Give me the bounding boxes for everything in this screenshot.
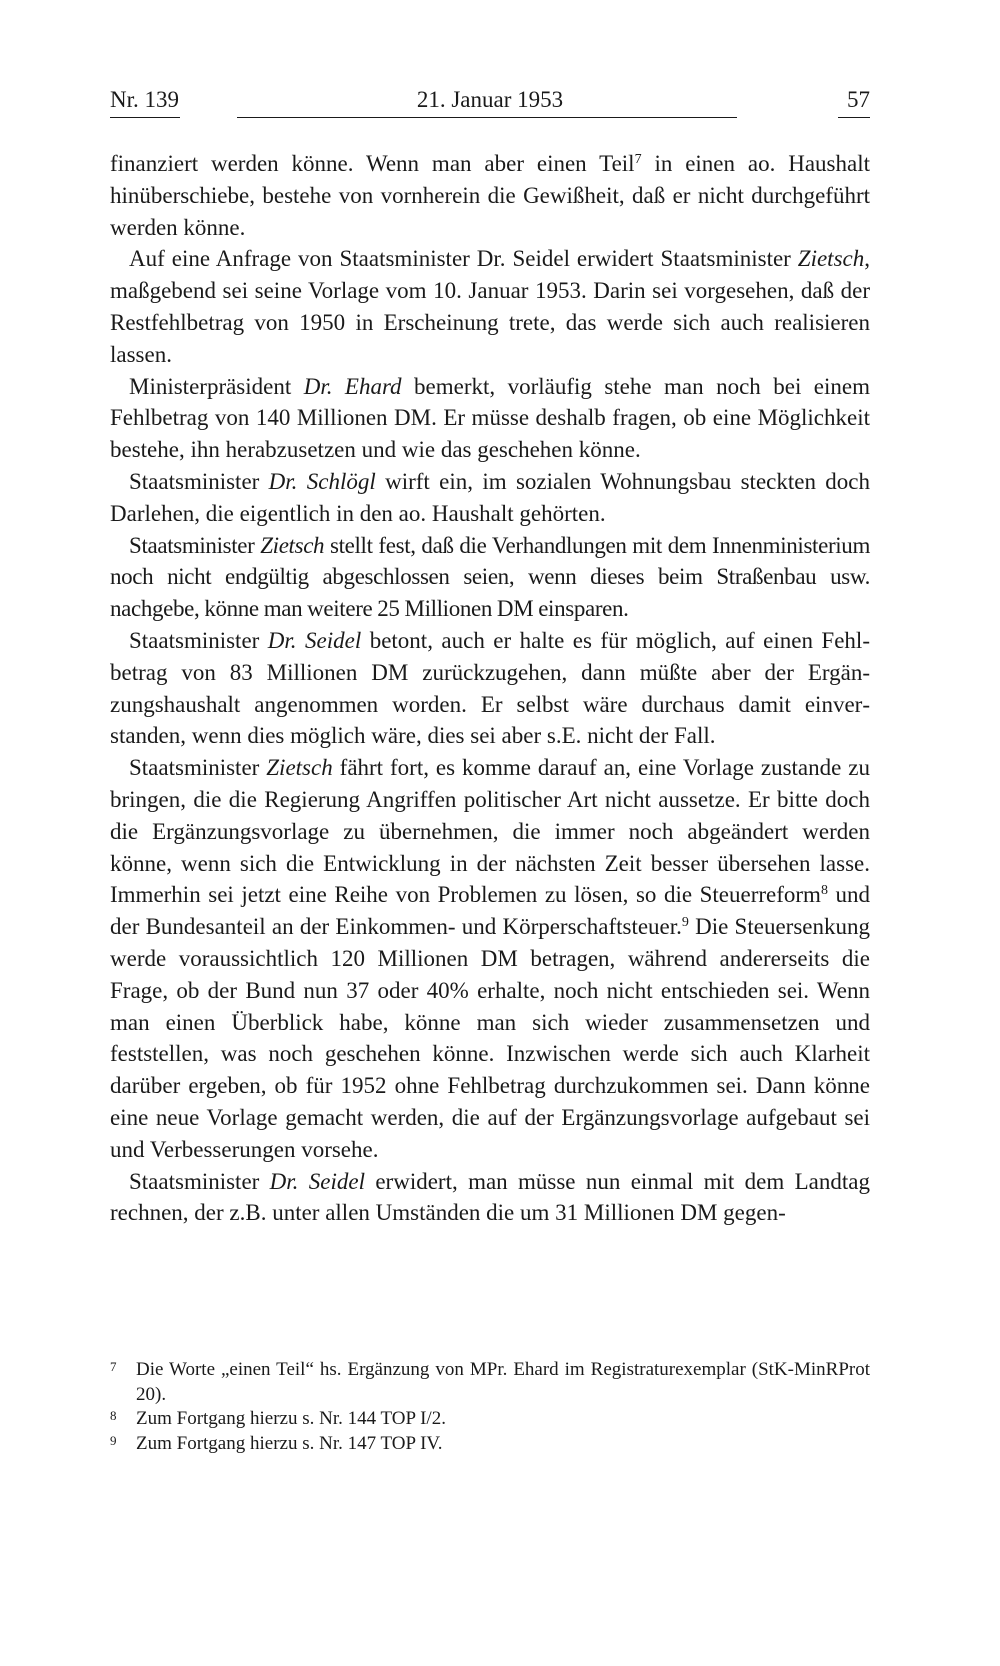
header-rule xyxy=(838,117,870,118)
paragraph: Staatsminister Dr. Schlögl wirft ein, im sozialen Wohnungsbau steckten doch Darlehen, die eigentlich in den ao. Haushalt gehörten. xyxy=(110,468,871,526)
footnote-text: Die Worte „einen Teil“ hs. Ergänzung von MPr. Ehard im Registraturexemplar (StK-MinRProt 20). xyxy=(136,1359,870,1405)
document-number: Nr. 139 xyxy=(110,87,179,112)
paragraph: finanziert werden könne. Wenn man aber einen Teil$^7$ in einen ao. Haushalt hinüberschiebe, bestehe von vornherein die Gewißheit, daß er nicht durchgeführt werden könne. xyxy=(110,151,870,240)
footnote xyxy=(110,1358,870,1407)
speaker-name: Zietsch xyxy=(260,532,325,558)
paragraph: Staatsminister Dr. Seidel betont, auch er halte es für möglich, auf einen Fehlbetrag von 83 Millionen DM zurückzugehen, dann müßte aber der Ergänzungshaushalt angenommen worden. Er selbst wäre durchaus damit einverstanden, wenn dies möglich wäre, dies sei aber s.E. nicht der Fall. xyxy=(110,627,870,749)
paragraph: Ministerpräsident Dr. Ehard bemerkt, vorläufig stehe man noch bei einem Fehlbetrag von 140 Millionen DM. Er müsse deshalb fragen, ob eine Möglichkeit bestehe, ihn herabzusetzen und wie das geschehen könne. xyxy=(110,373,870,463)
footnote-number: 8 xyxy=(110,1408,117,1423)
footnotes xyxy=(110,1358,870,1456)
speaker-name: Dr. Schlögl xyxy=(268,468,376,494)
footnote-ref[interactable]: 9 xyxy=(681,915,689,931)
footnote-ref[interactable]: 7 xyxy=(634,152,642,167)
speaker-name: Zietsch xyxy=(266,755,333,781)
header-rule xyxy=(110,117,180,118)
footnote-text: Zum Fortgang hierzu s. Nr. 147 TOP IV. xyxy=(136,1432,443,1454)
speaker-name: Dr. Ehard xyxy=(303,373,402,399)
footnote-ref[interactable]: 8 xyxy=(820,883,828,899)
header-rule xyxy=(237,117,737,118)
footnote xyxy=(110,1407,870,1432)
body-text xyxy=(110,148,870,1229)
running-header xyxy=(110,85,870,119)
footnote-text: Zum Fortgang hierzu s. Nr. 144 TOP I/2. xyxy=(136,1408,446,1429)
page-number: 57 xyxy=(847,87,870,112)
speaker-name: Dr. Seidel xyxy=(267,627,362,653)
speaker-name: Dr. Seidel xyxy=(269,1168,365,1194)
paragraph: Staatsminister Dr. Seidel erwidert, man müsse nun einmal mit dem Landtag rechnen, der z.B. unter allen Umständen die um 31 Millionen DM gegen- xyxy=(110,1168,870,1226)
paragraph: Auf eine Anfrage von Staatsminister Dr. Seidel erwidert Staatsminister Zietsch, maßgebend sei seine Vorlage vom 10. Januar 1953. Darin sei vorgesehen, daß der Restfehlbetrag von 1950 in Erscheinung trete, das werde sich auch realisieren lassen. xyxy=(110,246,870,367)
footnote xyxy=(110,1432,870,1457)
paragraph: Staatsminister Zietsch stellt fest, daß die Verhandlungen mit dem Innenministerium noch nicht endgültig abgeschlossen seien, wenn dieses beim Straßenbau usw. nachgebe, könne man weitere 25 Millionen DM einsparen. xyxy=(110,532,870,622)
footnote-number: 9 xyxy=(110,1432,117,1448)
speaker-name: Zietsch xyxy=(797,246,865,272)
header-date: 21. Januar 1953 xyxy=(416,87,564,112)
footnote-number: 7 xyxy=(110,1359,117,1374)
paragraph: Staatsminister Zietsch fährt fort, es komme darauf an, eine Vorlage zustande zu bringen, die die Regierung Angriffen politischer Art nicht aussetze. Er bitte doch die Ergänzungsvorlage zu übernehmen, die immer noch abgeändert werden könne, wenn sich die Entwicklung in der nächsten Zeit besser übersehen lasse. Immerhin sei jetzt eine Reihe von Problemen zu lösen, so die Steuerreform$^8$ und der Bundesanteil an der Einkommen- und Körperschaftsteuer.$^9$ Die Steuersenkung werde voraussichtlich 120 Millionen DM betragen, während andererseits die Frage, ob der Bund nun 37 oder 40% erhalte, noch nicht entschieden sei. Wenn man einen Überblick habe, könne man sich wieder zusammensetzen und feststellen, was noch geschehen könne. Inzwischen werde sich auch Klarheit darüber ergeben, ob für 1952 ohne Fehlbetrag durchzukommen sei. Dann könne eine neue Vorlage gemacht werden, die auf der Ergänzungsvorlage aufgebaut sei und Verbesserungen vorsehe. xyxy=(110,755,871,1162)
